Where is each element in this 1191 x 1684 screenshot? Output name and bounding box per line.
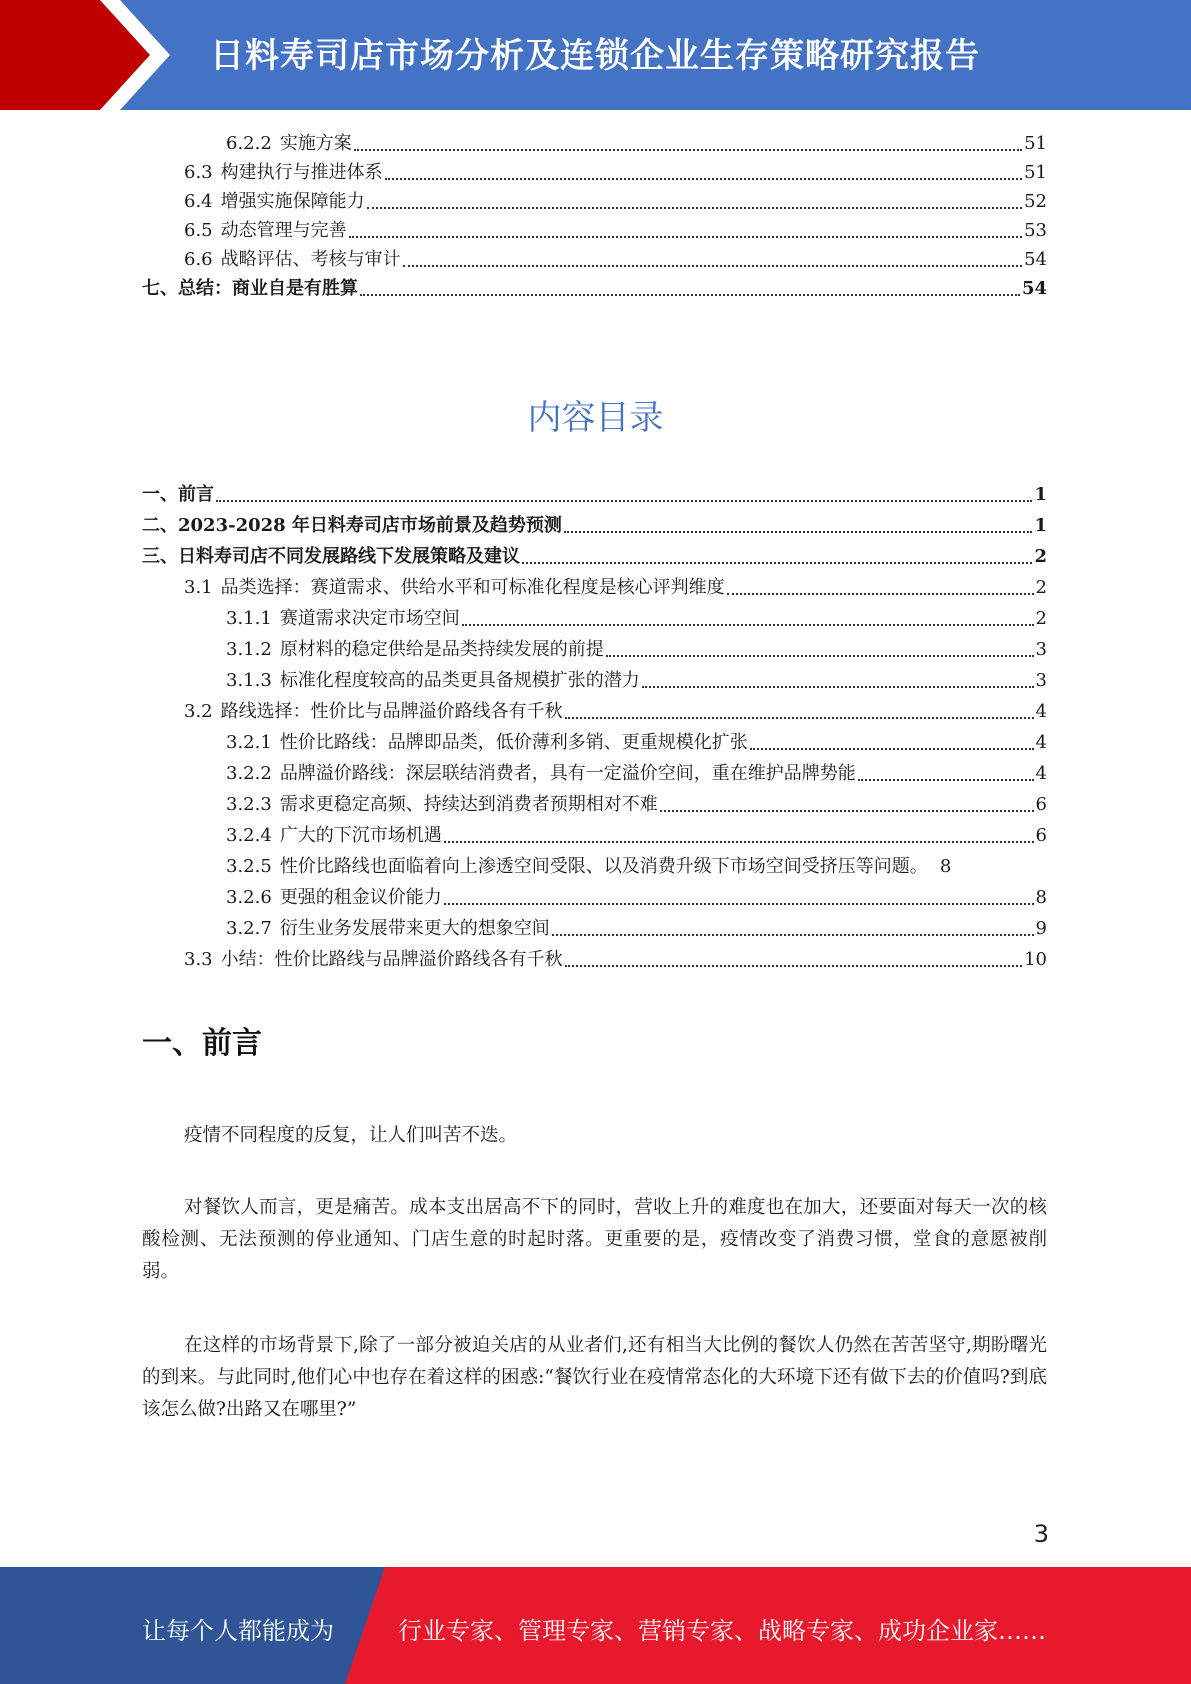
toc-entry-page: 4 [1035, 763, 1047, 784]
toc-entry-number: 3.2.4 [226, 825, 272, 846]
toc-entry-title: 动态管理与完善 [220, 220, 347, 241]
toc-entry-page: 1 [1034, 484, 1047, 505]
toc-entry[interactable] [226, 854, 1047, 880]
footer-slogan-left: 让每个人都能成为 [142, 1617, 334, 1645]
toc-entry-page: 8 [1035, 887, 1047, 908]
toc-entry[interactable] [184, 947, 1047, 973]
toc-entry-page: 9 [1035, 918, 1047, 939]
toc-leader-dots [606, 655, 1034, 657]
toc-entry-title: 构建执行与推进体系 [220, 162, 383, 183]
toc-leader-dots [522, 562, 1032, 564]
toc-entry-title: 战略评估、考核与审计 [220, 249, 401, 270]
toc-entry[interactable] [142, 482, 1047, 508]
toc-leader-dots [564, 531, 1033, 533]
toc-entry[interactable] [226, 606, 1047, 632]
toc-entry-page: 51 [1024, 133, 1047, 154]
toc-entry[interactable] [184, 189, 1047, 215]
toc-entry[interactable] [226, 916, 1047, 942]
toc-leader-dots [367, 207, 1022, 209]
toc-entry-number: 3.2.7 [226, 918, 272, 939]
toc-leader-dots [349, 236, 1022, 238]
toc-entry[interactable] [226, 823, 1047, 849]
paragraph: 对餐饮人而言，更是痛苦。成本支出居高不下的同时，营收上升的难度也在加大，还要面对每天一次的核酸检测、无法预测的停业通知、门店生意的时起时落。更重要的是，疫情改变了消费习惯，堂食的意愿被削弱。 [142, 1197, 1047, 1282]
toc-leader-dots [552, 934, 1034, 936]
header-banner [0, 0, 1191, 110]
toc-entry[interactable] [226, 730, 1047, 756]
toc-entry-title: 性价比路线：品牌即品类，低价薄利多销、更重规模化扩张 [279, 732, 748, 753]
toc-entry-page: 54 [1024, 249, 1047, 270]
toc-leader-dots [858, 779, 1034, 781]
toc-leader-dots [385, 178, 1022, 180]
toc-entry-title: 路线选择：性价比与品牌溢价路线各有千秋 [220, 701, 563, 722]
toc-entry-title: 原材料的稳定供给是品类持续发展的前提 [279, 639, 604, 660]
toc-entry[interactable] [184, 575, 1047, 601]
toc-entry-number: 3.1.2 [226, 639, 272, 660]
toc-leader-dots [444, 841, 1034, 843]
toc-entry-title: 衍生业务发展带来更大的想象空间 [279, 918, 550, 939]
toc-entry-page: 54 [1021, 278, 1047, 299]
toc-leader-dots [360, 294, 1020, 296]
toc-entry-title: 赛道需求决定市场空间 [279, 608, 460, 629]
toc-entry[interactable] [142, 544, 1047, 570]
footer-banner [0, 1567, 1191, 1684]
toc-entry-title: 品牌溢价路线：深层联结消费者，具有一定溢价空间，重在维护品牌势能 [279, 763, 856, 784]
toc-entry[interactable] [226, 131, 1047, 157]
toc-entry[interactable] [184, 160, 1047, 186]
toc-entry[interactable] [184, 218, 1047, 244]
toc-leader-dots [565, 965, 1022, 967]
toc-entry-title: 小结：性价比路线与品牌溢价路线各有千秋 [220, 949, 563, 970]
toc-entry-number: 3.2.5 [226, 856, 272, 877]
toc-leader-dots [216, 500, 1032, 502]
paragraph: 疫情不同程度的反复，让人们叫苦不迭。 [184, 1125, 518, 1146]
toc-entry-number: 6.4 [184, 191, 213, 212]
toc-entry-title: 性价比路线也面临着向上渗透空间受限、以及消费升级下市场空间受挤压等问题。 [279, 856, 928, 877]
toc-entry[interactable] [184, 247, 1047, 273]
section-title: 一、前言 [142, 1026, 262, 1061]
toc-entry-number: 3.1 [184, 577, 213, 598]
toc-entry[interactable] [142, 276, 1047, 302]
toc-entry-page: 52 [1024, 191, 1047, 212]
toc-entry[interactable] [184, 699, 1047, 725]
toc-entry-page: 2 [1034, 546, 1047, 567]
footer-slogan-right: 行业专家、管理专家、营销专家、战略专家、成功企业家…… [398, 1617, 1046, 1645]
toc-entry-number: 3.2.2 [226, 763, 272, 784]
toc-entry-title: 实施方案 [279, 133, 352, 154]
toc-leader-dots [354, 149, 1022, 151]
toc-leader-dots [727, 593, 1034, 595]
toc-entry-page: 2 [1035, 577, 1047, 598]
toc-entry[interactable] [226, 637, 1047, 663]
toc-entry-page: 3 [1035, 670, 1047, 691]
toc-entry-number: 3.2 [184, 701, 213, 722]
toc-entry[interactable] [226, 668, 1047, 694]
toc-entry-number: 3.2.1 [226, 732, 272, 753]
toc-entry-number: 3.2.6 [226, 887, 272, 908]
toc-entry-number: 3.3 [184, 949, 213, 970]
toc-entry-number: 6.6 [184, 249, 213, 270]
toc-entry-title: 七、总结：商业自是有胜算 [142, 278, 358, 299]
toc-entry-title: 广大的下沉市场机遇 [279, 825, 442, 846]
toc-leader-dots [565, 717, 1034, 719]
page-number: 3 [1033, 1520, 1049, 1548]
toc-entry-page: 4 [1035, 732, 1047, 753]
toc-leader-dots [444, 903, 1034, 905]
toc-entry-title: 品类选择：赛道需求、供给水平和可标准化程度是核心评判维度 [220, 577, 725, 598]
toc-entry-page: 4 [1035, 701, 1047, 722]
toc-entry-title: 二、2023-2028 年日料寿司店市场前景及趋势预测 [142, 515, 562, 536]
toc-entry-number: 3.1.1 [226, 608, 272, 629]
toc-entry-number: 6.3 [184, 162, 213, 183]
toc-leader-dots [750, 748, 1034, 750]
paragraph: 在这样的市场背景下,除了一部分被迫关店的从业者们,还有相当大比例的餐饮人仍然在苦苦坚守,期盼曙光的到来。与此同时,他们心中也存在着这样的困惑:“餐饮行业在疫情常态化的大环境下还有做下去的价值吗?到底该怎么做?出路又在哪里?” [142, 1335, 1047, 1420]
toc-entry[interactable] [226, 885, 1047, 911]
toc-entry-page: 10 [1024, 949, 1047, 970]
toc-entry-page: 8 [939, 856, 952, 877]
toc-entry-page: 3 [1035, 639, 1047, 660]
toc-entry-title: 标准化程度较高的品类更具备规模扩张的潜力 [279, 670, 640, 691]
toc-entry-page: 51 [1024, 162, 1047, 183]
toc-entry-page: 2 [1035, 608, 1047, 629]
toc-entry-page: 6 [1035, 794, 1047, 815]
toc-leader-dots [403, 265, 1022, 267]
toc-entry-page: 1 [1034, 515, 1047, 536]
toc-entry-number: 3.1.3 [226, 670, 272, 691]
toc-entry-title: 三、日料寿司店不同发展路线下发展策略及建议 [142, 546, 520, 567]
toc-entry-title: 更强的租金议价能力 [279, 887, 442, 908]
toc-heading: 内容目录 [527, 398, 664, 438]
header-title: 日料寿司店市场分析及连锁企业生存策略研究报告 [210, 36, 980, 76]
toc-entry-number: 6.5 [184, 220, 213, 241]
toc-entry-page: 6 [1035, 825, 1047, 846]
toc-entry-title: 增强实施保障能力 [220, 191, 365, 212]
toc-entry-title: 需求更稳定高频、持续达到消费者预期相对不难 [279, 794, 658, 815]
toc-leader-dots [642, 686, 1034, 688]
toc-entry-page: 53 [1024, 220, 1047, 241]
toc-entry-number: 3.2.3 [226, 794, 272, 815]
toc-leader-dots [462, 624, 1034, 626]
toc-entry-number: 6.2.2 [226, 133, 272, 154]
toc-entry-title: 一、前言 [142, 484, 214, 505]
toc-entry[interactable] [142, 513, 1047, 539]
toc-leader-dots [660, 810, 1034, 812]
toc-entry[interactable] [226, 761, 1047, 787]
toc-entry[interactable] [226, 792, 1047, 818]
